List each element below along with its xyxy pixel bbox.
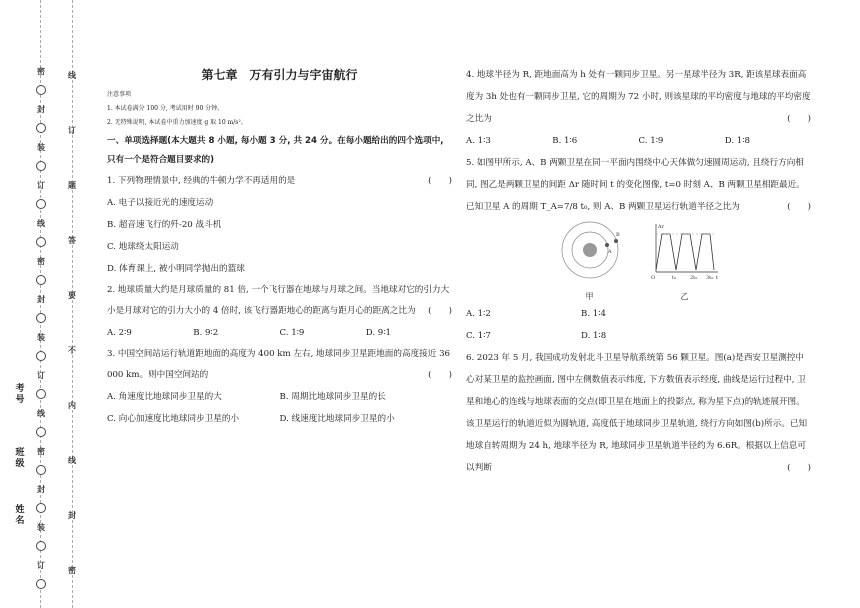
- options-row: [107, 322, 452, 344]
- option: B. 超音速飞行的歼-20 战斗机: [107, 220, 222, 230]
- option: D. 9∶1: [365, 328, 391, 338]
- margin-char: 封: [37, 295, 45, 304]
- section-heading: 一、单项选择题(本大题共 8 小题, 每小题 3 分, 共 24 分。在每小题给出的四个选项中, 只有一个是符合题目要求的): [107, 136, 444, 165]
- option: A. 1∶2: [466, 309, 491, 319]
- binding-hole: [36, 85, 46, 95]
- margin-char: 答: [68, 236, 76, 245]
- question-stem: 1. 下列物理情景中, 经典的牛顿力学不再适用的是: [107, 176, 296, 186]
- right-column: [466, 64, 811, 479]
- option: C. 地球绕太阳运动: [107, 242, 179, 252]
- option: D. 线速度比地球同步卫星的小: [279, 414, 395, 424]
- margin-char: 密: [68, 566, 76, 575]
- margin-char: 线: [68, 71, 76, 80]
- binding-hole: [36, 503, 46, 513]
- margin-char: 不: [68, 346, 76, 355]
- margin-char: 订: [68, 126, 76, 135]
- label-b: B: [615, 232, 620, 238]
- question-stem: 6. 2023 年 5 月, 我国成功发射北斗卫星导航系统第 56 颗卫星。图(a)是西安卫星测控中心对某卫星的监控画面, 图中左侧数值表示纬度, 下方数值表示经度, 曲线是运行过程中, 卫星和地心的连线与地球表面的交点(即卫星在地面上的投影点, 称为星下点)的轨迹展开图。该卫星运行的轨道近似为圆轨道, 高度低于地球同步卫星轨道, 绕行方向如图(b)所示。已知地球自转周期为 24 h, 地球半径为 R, 地球同步卫星轨道半径约为 6.6R。根据以上信息可以判断: [466, 353, 808, 473]
- orbit-diagram: [558, 220, 622, 282]
- answer-bracket: ( ): [787, 202, 811, 212]
- label-dr: Δr: [657, 224, 664, 230]
- binding-hole: [36, 237, 46, 247]
- margin-char: 封: [37, 485, 45, 494]
- binding-hole: [36, 541, 46, 551]
- notice-item: 1. 本试卷满分 100 分, 考试用时 90 分钟。: [107, 105, 224, 112]
- central-body: [583, 243, 597, 257]
- left-column: [107, 64, 452, 430]
- answer-bracket: ( ): [428, 306, 452, 316]
- binding-hole: [36, 161, 46, 171]
- option: C. 向心加速度比地球同步卫星的小: [107, 414, 240, 424]
- satellite-b: [614, 239, 618, 243]
- question-1: [107, 170, 452, 192]
- answer-bracket: ( ): [787, 463, 811, 473]
- margin-char: 装: [37, 143, 45, 152]
- margin-char: 线: [68, 456, 76, 465]
- answer-bracket: ( ): [787, 114, 811, 124]
- option: B. 9∶2: [193, 328, 219, 338]
- margin-char: 内: [68, 401, 76, 410]
- question-stem: 3. 中国空间站运行轨道距地面的高度为 400 km 左右, 地球同步卫星距地面的高度接近 36 000 km。则中国空间站的: [107, 349, 451, 380]
- margin-char: 线: [37, 219, 45, 228]
- margin-char: 密: [37, 257, 45, 266]
- figure-jia: [558, 220, 622, 303]
- caption-jia: 甲: [585, 292, 594, 301]
- margin-char: 密: [37, 67, 45, 76]
- label-2t0: 2t₀: [689, 275, 697, 281]
- name-label: 姓名: [15, 505, 25, 526]
- binding-hole: [36, 275, 46, 285]
- binding-margin: [0, 0, 92, 608]
- question-2: [107, 280, 452, 322]
- label-3t0: 3t₀: [705, 275, 713, 281]
- notice-heading: 注意事项: [107, 91, 132, 98]
- option: D. 1∶8: [724, 136, 750, 146]
- class-label: 班级: [15, 448, 25, 469]
- margin-char: 线: [37, 409, 45, 418]
- margin-char: 要: [68, 291, 76, 300]
- binding-hole: [36, 389, 46, 399]
- satellite-a: [605, 243, 609, 247]
- notice-block: [107, 88, 452, 130]
- margin-char: 订: [37, 181, 45, 190]
- binding-hole: [36, 199, 46, 209]
- margin-char: 封: [37, 105, 45, 114]
- binding-hole: [36, 579, 46, 589]
- distance-graph: [650, 220, 720, 282]
- question-6: [466, 347, 811, 479]
- margin-char: 装: [37, 333, 45, 342]
- question-stem: 5. 如图甲所示, A、B 两颗卫星在同一平面内围绕中心天体做匀速圆周运动, 且绕行方向相同, 图乙是两颗卫星的间距 Δr 随时间 t 的变化图像, t=0 时刻 A、B 两颗卫星相距最近。已知卫星 A 的周期 T_A=7/8 t₀, 则 A、B 两颗卫星运行轨道半径之比为: [466, 158, 805, 212]
- answer-bracket: ( ): [428, 370, 452, 380]
- option: A. 2∶9: [107, 328, 132, 338]
- option: C. 1∶9: [279, 328, 305, 338]
- label-o: O: [650, 275, 655, 281]
- exam-number-label: 考号: [15, 384, 25, 405]
- option: B. 周期比地球同步卫星的长: [279, 392, 386, 402]
- option: B. 1∶6: [552, 136, 578, 146]
- margin-char: 密: [37, 447, 45, 456]
- question-stem: 4. 地球半径为 R, 距地面高为 h 处有一颗同步卫星。另一星球半径为 3R, 距该星球表面高度为 3h 处也有一颗同步卫星, 它的周期为 72 小时, 则该星球的平均密度与地球的平均密度之比为: [466, 70, 811, 124]
- option: D. 体育课上, 被小明同学抛出的篮球: [107, 264, 245, 274]
- binding-hole: [36, 427, 46, 437]
- notice-item: 2. 无特殊说明, 本试卷中重力加速度 g 取 10 m/s²。: [107, 119, 247, 126]
- answer-bracket: ( ): [428, 176, 452, 186]
- option: A. 1∶3: [466, 136, 491, 146]
- dr-curve: [656, 234, 714, 270]
- option: A. 角速度比地球同步卫星的大: [107, 392, 222, 402]
- caption-yi: 乙: [680, 292, 689, 301]
- question-4: [466, 64, 811, 130]
- option: D. 1∶8: [581, 331, 607, 341]
- label-t0: t₀: [671, 275, 676, 281]
- option: B. 1∶4: [581, 309, 606, 319]
- figure-yi: [650, 220, 720, 303]
- label-t: t: [715, 275, 718, 281]
- margin-char: 装: [37, 523, 45, 532]
- margin-char: 题: [68, 181, 76, 190]
- option: C. 1∶9: [638, 136, 664, 146]
- option: C. 1∶7: [466, 331, 491, 341]
- margin-char: 封: [68, 511, 76, 520]
- option: A. 电子以接近光的速度运动: [107, 198, 214, 208]
- options-row: [466, 325, 696, 347]
- question-5: [466, 152, 811, 218]
- label-a: A: [607, 249, 612, 255]
- options-row: [107, 386, 452, 408]
- binding-hole: [36, 351, 46, 361]
- question-3: [107, 344, 452, 386]
- margin-char: 订: [37, 561, 45, 570]
- binding-hole: [36, 465, 46, 475]
- question-stem: 2. 地球质量大约是月球质量的 81 倍, 一个飞行器在地球与月球之间。当地球对它的引力大小是月球对它的引力大小的 4 倍时, 该飞行器距地心的距离与距月心的距离之比为: [107, 285, 450, 316]
- options-row: [466, 303, 696, 325]
- figure-5: [466, 220, 811, 303]
- options-row: [107, 408, 452, 430]
- binding-hole: [36, 313, 46, 323]
- binding-hole: [36, 123, 46, 133]
- margin-char: 订: [37, 371, 45, 380]
- options-row: [466, 130, 811, 152]
- chapter-title: 第七章 万有引力与宇宙航行: [201, 68, 358, 82]
